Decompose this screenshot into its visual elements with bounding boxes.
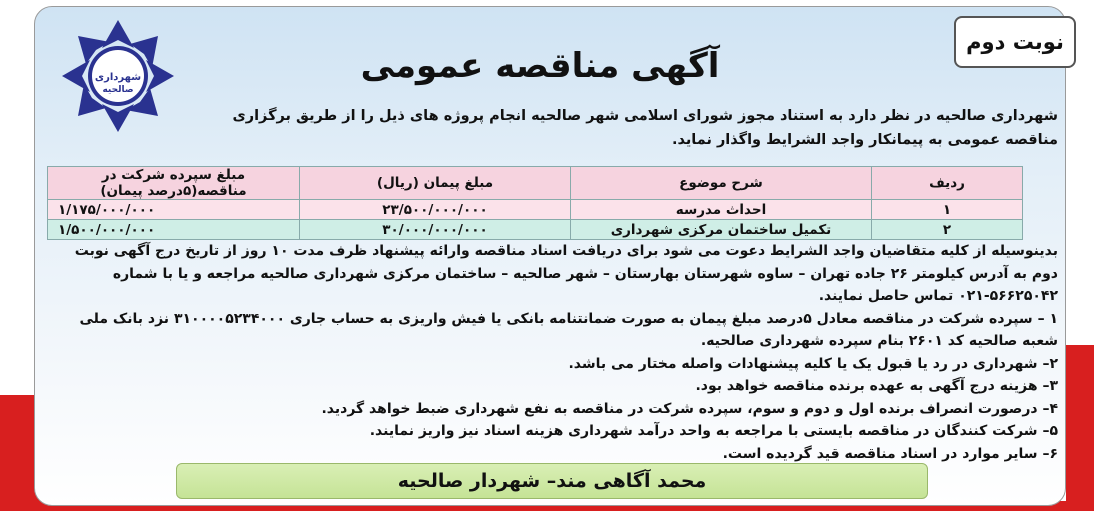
header-contract-amount: مبلغ پیمان (ریال) <box>300 167 571 200</box>
row-contract-amount: ۲۳/۵۰۰/۰۰۰/۰۰۰ <box>300 200 571 220</box>
condition-item-4: ۴– درصورت انصراف برنده اول و دوم و سوم، سپرده شرکت در مناقصه به نفع شهرداری ضبط خواهد گردید. <box>321 400 1058 417</box>
municipality-logo <box>60 18 176 134</box>
condition-item-1: ۱ – سپرده شرکت در مناقصه معادل ۵درصد مبلغ پیمان به صورت ضمانتنامه بانکی یا فیش واریزی به حساب جاری ۳۱۰۰۰۰۵۲۳۴۰۰۰ نزد بانک ملی شعبه صالحیه کد ۲۶۰۱ بنام سپرده شهرداری صالحیه. <box>79 310 1058 349</box>
intro-paragraph: شهرداری صالحیه در نظر دارد به استناد مجوز شورای اسلامی شهر صالحیه انجام پروژه های ذیل را از طریق برگزاری مناقصه عمومی به پیمانکار واجد الشرایط واگذار نماید. <box>232 108 1058 148</box>
publication-round-badge: نوبت دوم <box>954 16 1076 68</box>
header-row-number: ردیف <box>872 167 1023 200</box>
signature-footer: محمد آگاهی مند– شهردار صالحیه <box>176 463 928 499</box>
condition-item-3: ۳– هزینه درج آگهی به عهده برنده مناقصه خواهد بود. <box>695 378 1058 394</box>
condition-item-2: ۲– شهرداری در رد یا قبول یک یا کلیه پیشنهادات واصله مختار می باشد. <box>568 355 1058 372</box>
notice-title: آگهی مناقصه عمومی <box>360 46 720 86</box>
header-subject: شرح موضوع <box>571 167 872 200</box>
red-corner-decoration-right <box>1066 345 1094 511</box>
condition-item-5: ۵– شرکت کنندگان در مناقصه بایستی با مراجعه به واحد درآمد شهرداری هزینه اسناد نیز واریز نمایند. <box>369 423 1058 439</box>
row-number: ۱ <box>872 200 1023 220</box>
row-subject: تکمیل ساختمان مرکزی شهرداری <box>571 220 872 240</box>
row-deposit-amount: ۱/۵۰۰/۰۰۰/۰۰۰ <box>48 220 300 240</box>
projects-table <box>47 166 1023 240</box>
row-subject: احداث مدرسه <box>571 200 872 220</box>
row-deposit-amount: ۱/۱۷۵/۰۰۰/۰۰۰ <box>48 200 300 220</box>
invitation-paragraph: بدینوسیله از کلیه متقاضیان واجد الشرایط دعوت می شود برای دریافت اسناد مناقصه وارائه پیشنهاد ظرف مدت ۱۰ روز از تاریخ درج آگهی نوبت دوم به آدرس کیلومتر ۲۶ جاده تهران – ساوه شهرستان بهارستان – شهر صالحیه – ساختمان مرکزی شهرداری صالحیه مراجعه و یا با شماره ۵۶۶۲۵۰۴۲-۰۲۱ تماس حاصل نمایند. <box>74 243 1058 304</box>
svg-text:شهرداری: شهرداری <box>94 72 142 83</box>
conditions-body <box>58 240 1058 465</box>
table-row <box>48 220 1023 240</box>
header-deposit-amount: مبلغ سپرده شرکت در مناقصه(۵درصد پیمان) <box>48 167 300 200</box>
svg-text:صالحیه: صالحیه <box>102 85 134 95</box>
condition-item-6: ۶– سایر موارد در اسناد مناقصه قید گردیده است. <box>722 445 1058 462</box>
row-contract-amount: ۳۰/۰۰۰/۰۰۰/۰۰۰ <box>300 220 571 240</box>
row-number: ۲ <box>872 220 1023 240</box>
table-header-row <box>48 167 1023 200</box>
table-row <box>48 200 1023 220</box>
